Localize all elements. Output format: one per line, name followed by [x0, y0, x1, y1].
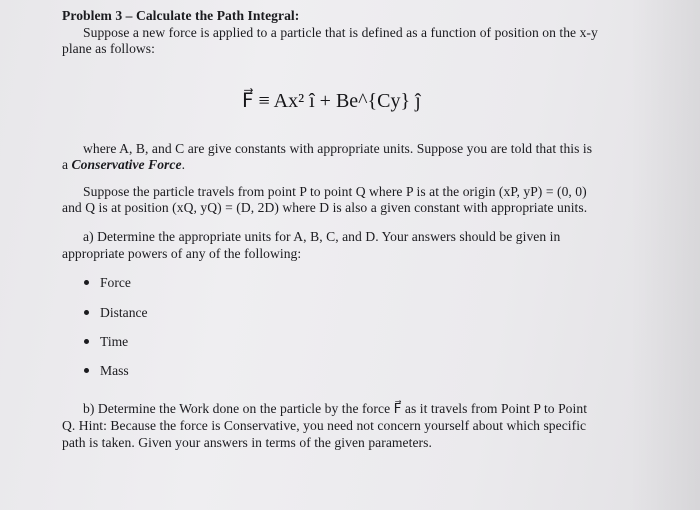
travel-line-2: and Q is at position (xQ, yQ) = (D, 2D) where D is also a given constant with appropriate units.	[62, 200, 588, 215]
bullet-icon	[84, 368, 89, 373]
list-item	[84, 334, 128, 350]
force-formula	[242, 88, 421, 113]
list-item	[84, 305, 148, 321]
list-item-label: Time	[100, 334, 129, 349]
bullet-icon	[84, 310, 89, 315]
list-item-label: Force	[100, 275, 131, 290]
list-item-label: Mass	[100, 363, 129, 378]
where-line-2-prefix: a	[62, 157, 72, 172]
part-b-line-1: b) Determine the Work done on the particle by the force F⃗ as it travels from Point P to Point	[83, 401, 588, 416]
part-b-line-3: path is taken. Given your answers in terms of the given parameters.	[62, 435, 432, 450]
conservative-force-term: Conservative Force	[71, 157, 182, 172]
travel-line-1: Suppose the particle travels from point P to point Q where P is at the origin (xP, yP) = (0, 0)	[83, 184, 587, 199]
where-line-2	[62, 157, 185, 173]
list-item	[84, 363, 129, 379]
bullet-icon	[84, 339, 89, 344]
list-item-label: Distance	[100, 305, 148, 320]
intro-line-1: Suppose a new force is applied to a particle that is defined as a function of position on the x-y	[83, 25, 598, 40]
intro-line-2: plane as follows:	[62, 41, 155, 56]
where-line-1: where A, B, and C are give constants with appropriate units. Suppose you are told that this is	[83, 141, 593, 156]
part-a-line-1: a) Determine the appropriate units for A, B, C, and D. Your answers should be given in	[83, 229, 561, 244]
part-b-line-2: Q. Hint: Because the force is Conservative, you need not concern yourself about which specific	[62, 418, 587, 433]
bullet-icon	[84, 280, 89, 285]
formula-text: F⃗ ≡ Ax² î + Be^{Cy} ĵ	[242, 90, 421, 112]
list-item	[84, 275, 131, 291]
problem-title: Problem 3 – Calculate the Path Integral:	[62, 8, 300, 23]
where-line-2-period: .	[181, 157, 186, 172]
part-a-line-2: appropriate powers of any of the following:	[62, 246, 302, 261]
